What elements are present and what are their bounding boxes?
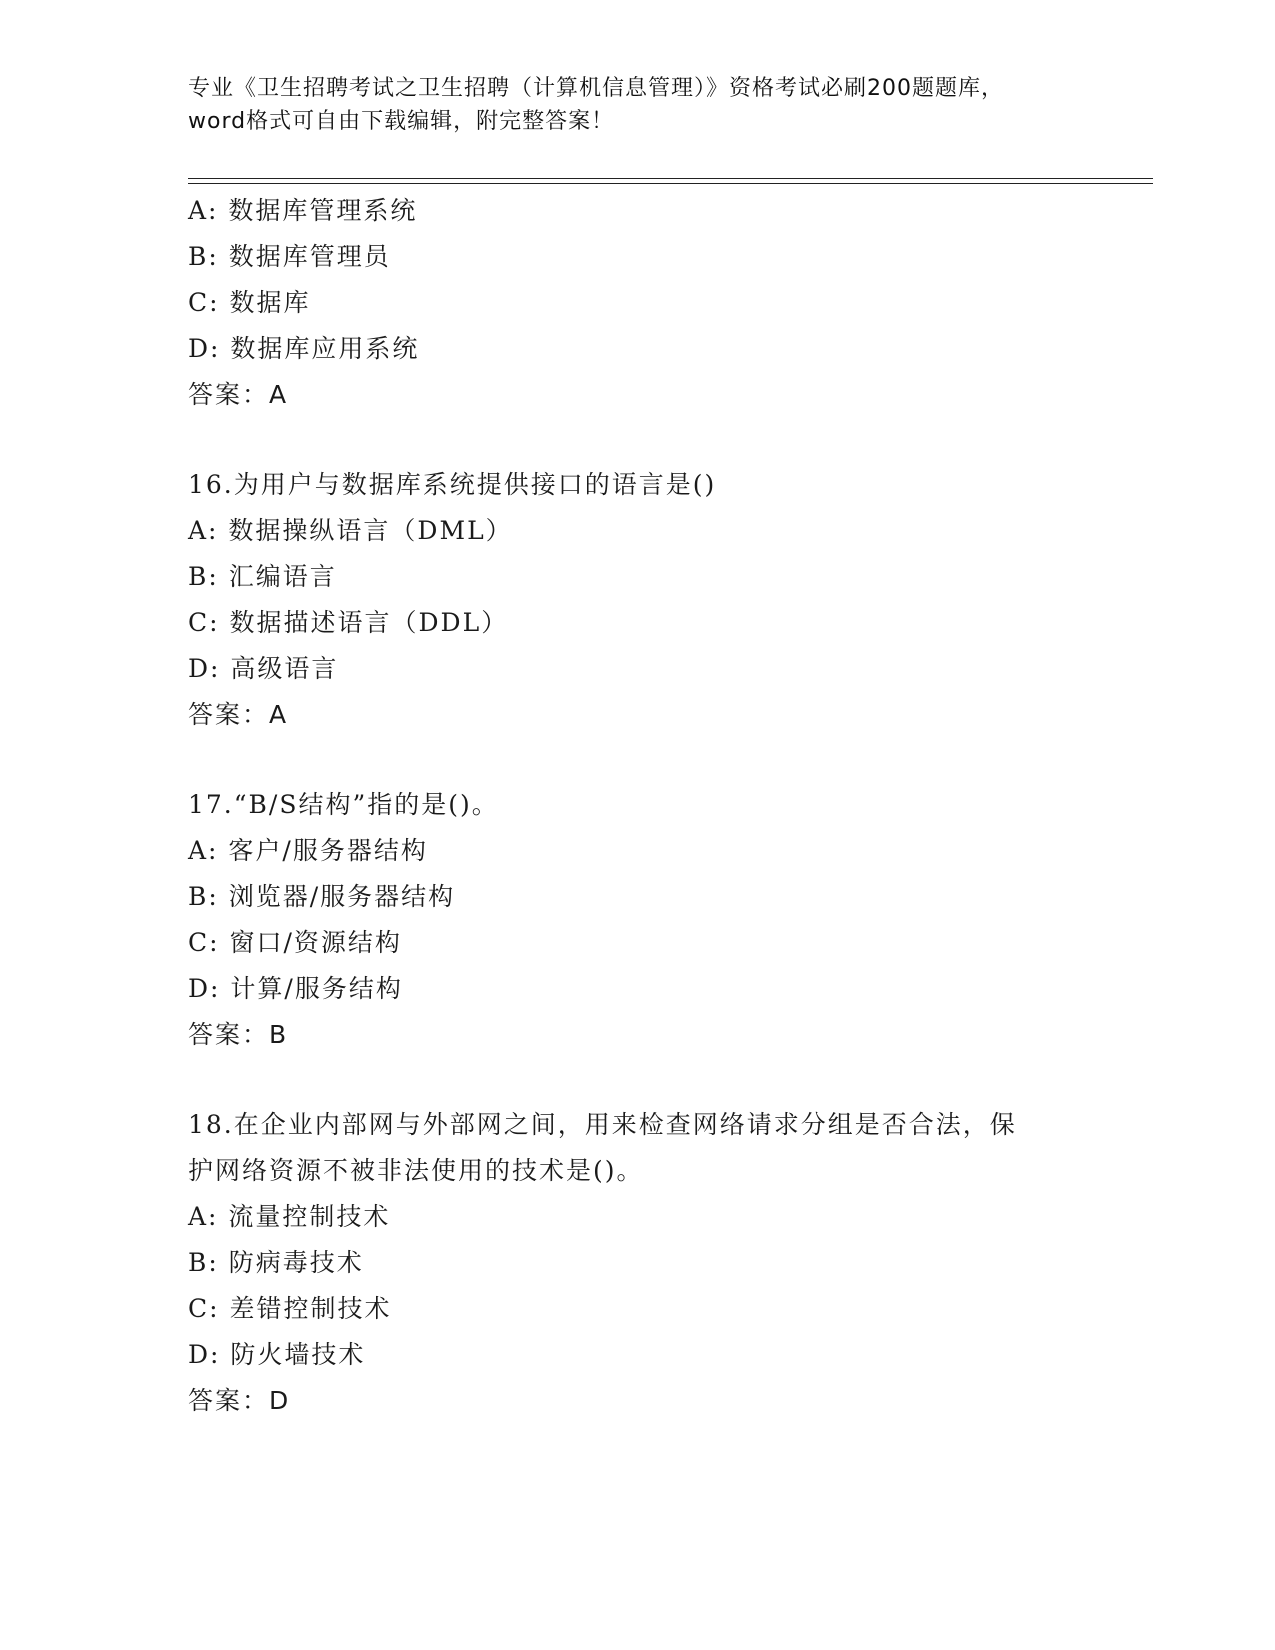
option-a: A: 数据库管理系统 [188, 196, 418, 225]
question-18 [188, 1102, 1088, 1424]
question-text: 17.“B/S结构”指的是()。 [188, 790, 499, 819]
option-d: D: 数据库应用系统 [188, 334, 420, 363]
option-b: B: 防病毒技术 [188, 1248, 364, 1277]
option-c: C: 差错控制技术 [188, 1294, 392, 1323]
document-header [188, 72, 1068, 138]
answer: 答案：A [188, 380, 289, 409]
question-text-line-2: 护网络资源不被非法使用的技术是()。 [188, 1156, 644, 1185]
option-d: D: 高级语言 [188, 654, 339, 683]
question-16 [188, 462, 1088, 738]
question-17 [188, 782, 1088, 1058]
question-15 [188, 188, 1088, 418]
answer: 答案：D [188, 1386, 291, 1415]
option-c: C: 数据库 [188, 288, 311, 317]
option-b: B: 数据库管理员 [188, 242, 391, 271]
header-title-line-1: 专业《卫生招聘考试之卫生招聘（计算机信息管理）》资格考试必刷200题题库， [188, 76, 1004, 101]
header-title-line-2: word格式可自由下载编辑，附完整答案！ [188, 109, 615, 134]
header-divider-top [188, 178, 1153, 179]
option-b: B: 汇编语言 [188, 562, 337, 591]
question-text-line-1: 18.在企业内部网与外部网之间，用来检查网络请求分组是否合法，保 [188, 1110, 1017, 1139]
question-list [188, 188, 1088, 1424]
option-b: B: 浏览器/服务器结构 [188, 882, 456, 911]
option-a: A: 流量控制技术 [188, 1202, 391, 1231]
option-a: A: 数据操纵语言（DML） [188, 516, 513, 545]
spacer [188, 738, 1088, 782]
answer: 答案：B [188, 1020, 289, 1049]
option-c: C: 数据描述语言（DDL） [188, 608, 509, 637]
option-a: A: 客户/服务器结构 [188, 836, 428, 865]
option-d: D: 防火墙技术 [188, 1340, 366, 1369]
question-text: 16.为用户与数据库系统提供接口的语言是() [188, 470, 717, 499]
option-c: C: 窗口/资源结构 [188, 928, 402, 957]
answer: 答案：A [188, 700, 289, 729]
spacer [188, 1058, 1088, 1102]
spacer [188, 418, 1088, 462]
header-divider-bottom [188, 183, 1153, 184]
option-d: D: 计算/服务结构 [188, 974, 403, 1003]
